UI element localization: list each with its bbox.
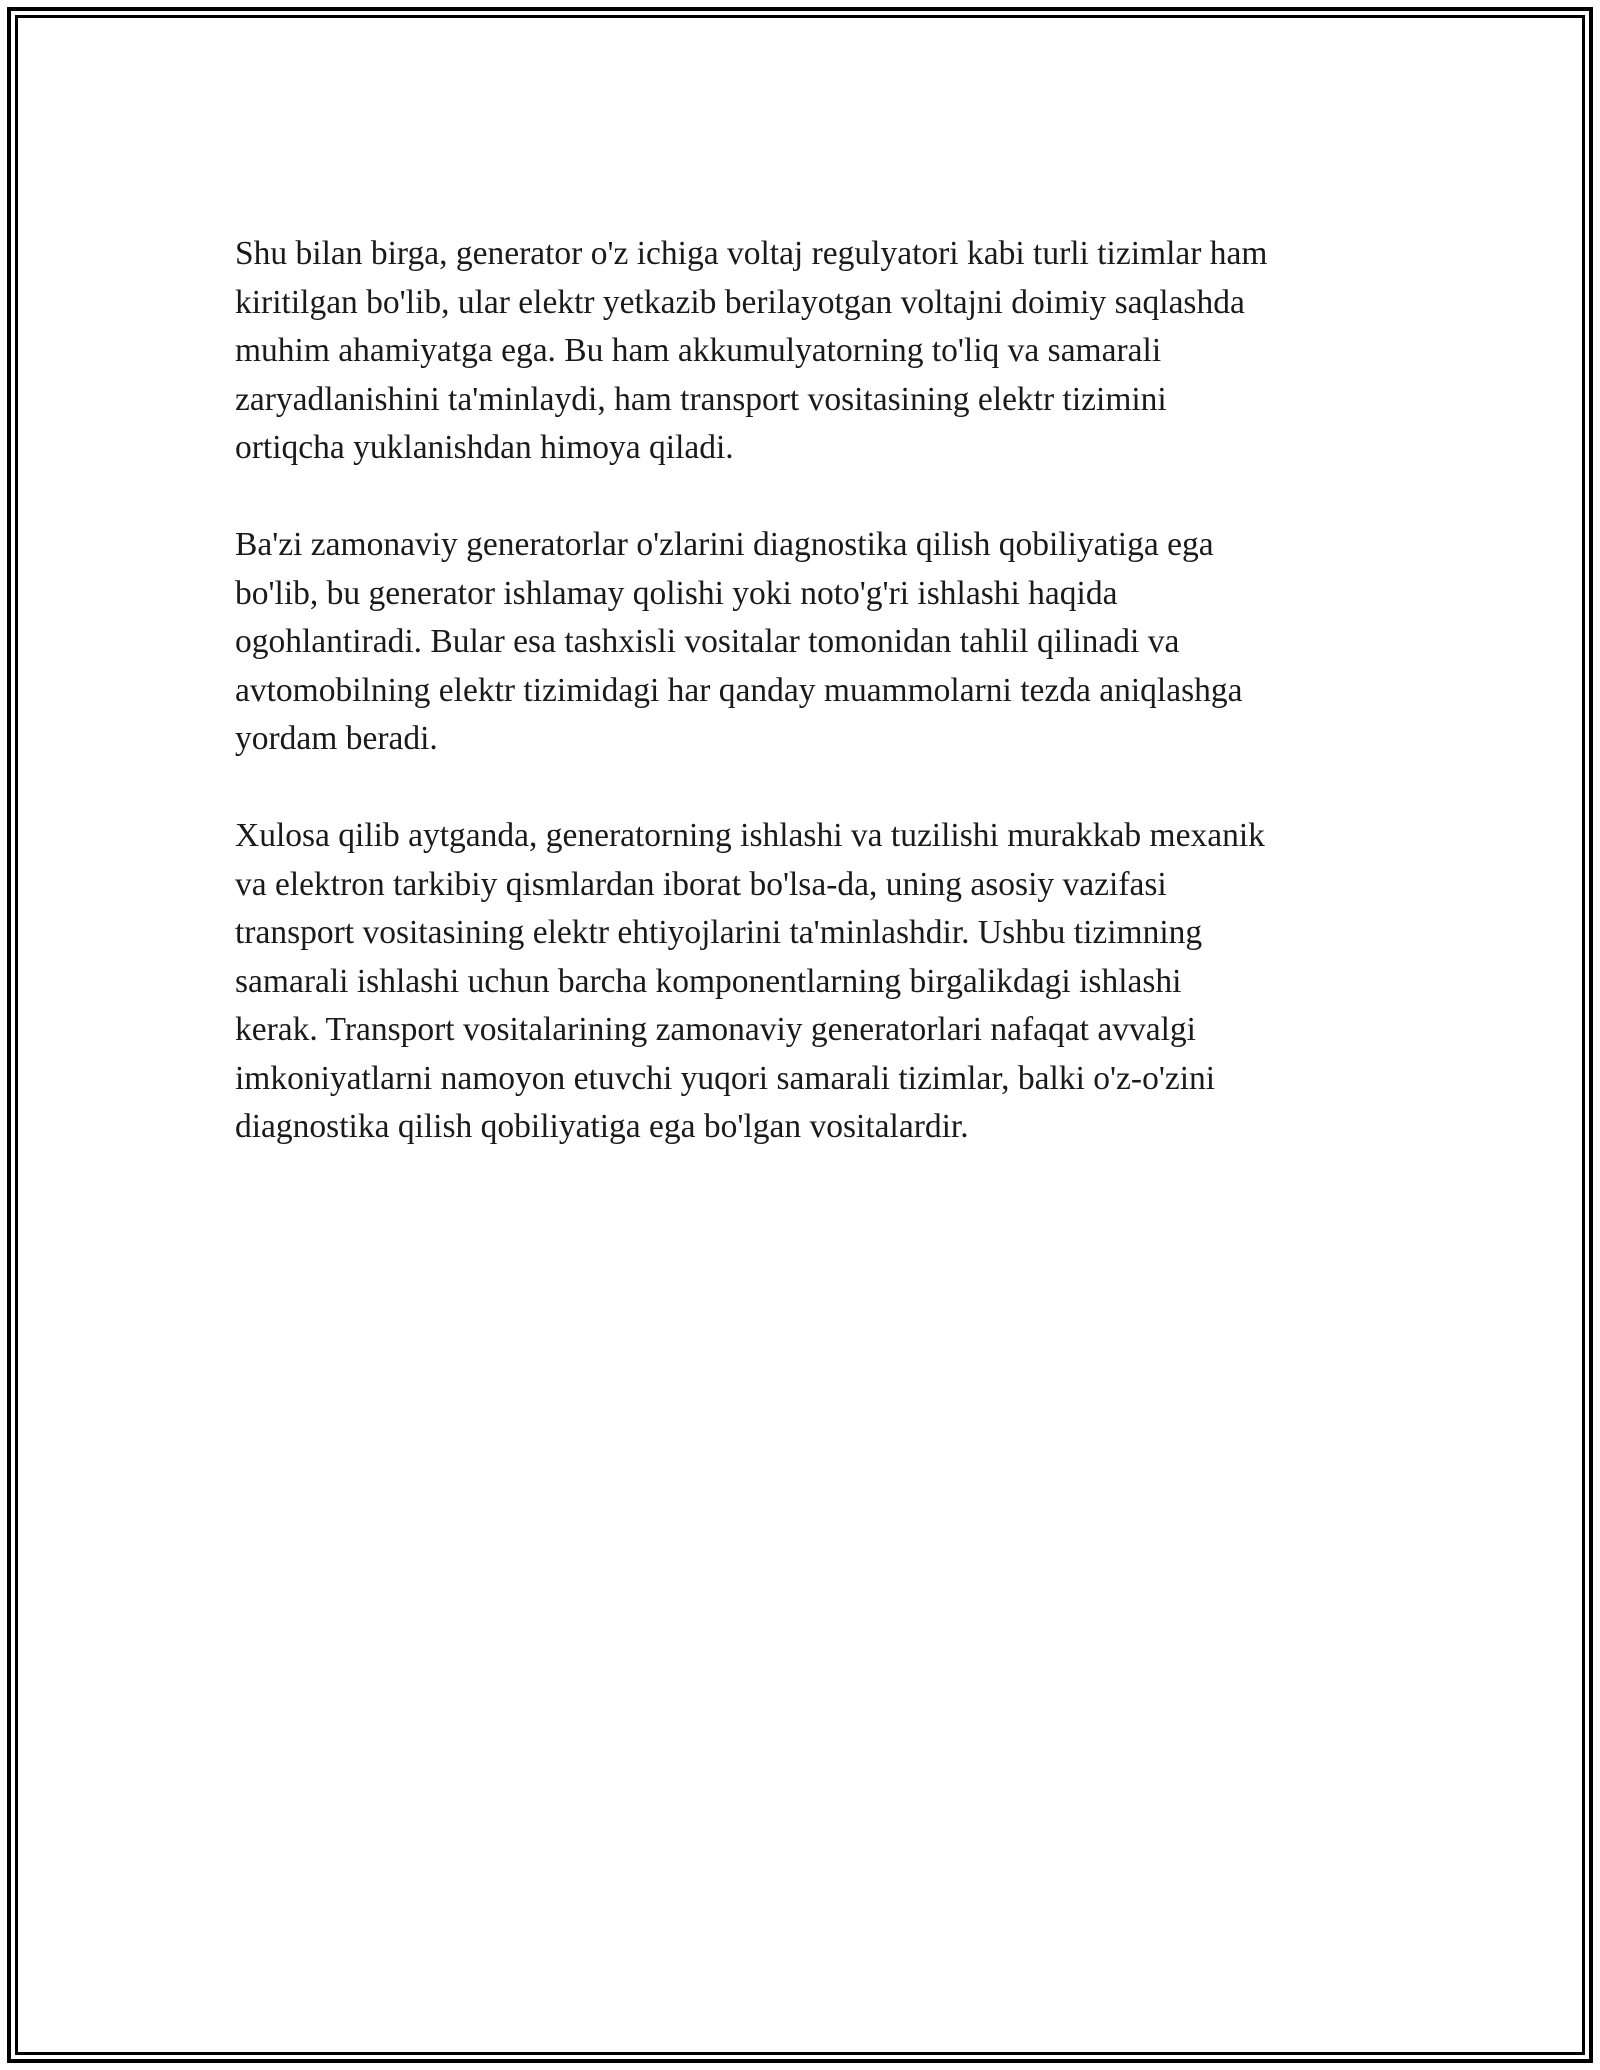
paragraph-line: Shu bilan birga, generator o'z ichiga voltaj regulyatori kabi turli tizimlar ham bbox=[235, 235, 1268, 272]
paragraph-line: Xulosa qilib aytganda, generatorning ishlashi va tuzilishi murakkab mexanik bbox=[235, 817, 1265, 854]
paragraph-line: muhim ahamiyatga ega. Bu ham akkumulyatorning to'liq va samarali bbox=[235, 332, 1162, 369]
paragraph-line: kiritilgan bo'lib, ular elektr yetkazib berilayotgan voltajni doimiy saqlashda bbox=[235, 283, 1245, 321]
paragraph-line: ogohlantiradi. Bular esa tashxisli vositalar tomonidan tahlil qilinadi va bbox=[235, 623, 1180, 660]
paragraph-line: samarali ishlashi uchun barcha komponentlarning birgalikdagi ishlashi bbox=[235, 962, 1182, 1000]
paragraph-line: imkoniyatlarni namoyon etuvchi yuqori samarali tizimlar, balki o'z-o'zini bbox=[235, 1059, 1216, 1097]
paragraph-2 bbox=[235, 521, 1385, 764]
paragraph-line: avtomobilning elektr tizimidagi har qanday muammolarni tezda aniqlashga bbox=[235, 671, 1243, 709]
paragraph-line: Ba'zi zamonaviy generatorlar o'zlarini diagnostika qilish qobiliyatiga ega bbox=[235, 526, 1214, 563]
paragraph-line: va elektron tarkibiy qismlardan iborat bo'lsa-da, uning asosiy vazifasi bbox=[235, 865, 1167, 903]
paragraph-line: ortiqcha yuklanishdan himoya qiladi. bbox=[235, 429, 734, 466]
paragraph-line: bo'lib, bu generator ishlamay qolishi yoki noto'g'ri ishlashi haqida bbox=[235, 574, 1118, 612]
paragraph-line: yordam beradi. bbox=[235, 720, 438, 757]
paragraph-line: kerak. Transport vositalarining zamonaviy generatorlari nafaqat avvalgi bbox=[235, 1011, 1196, 1048]
paragraph-1 bbox=[235, 230, 1385, 473]
paragraph-line: transport vositasining elektr ehtiyojlarini ta'minlashdir. Ushbu tizimning bbox=[235, 914, 1203, 951]
document-body bbox=[235, 230, 1385, 1200]
paragraph-line: zaryadlanishini ta'minlaydi, ham transport vositasining elektr tizimini bbox=[235, 380, 1167, 418]
paragraph-3 bbox=[235, 812, 1385, 1152]
paragraph-line: diagnostika qilish qobiliyatiga ega bo'lgan vositalardir. bbox=[235, 1108, 969, 1145]
